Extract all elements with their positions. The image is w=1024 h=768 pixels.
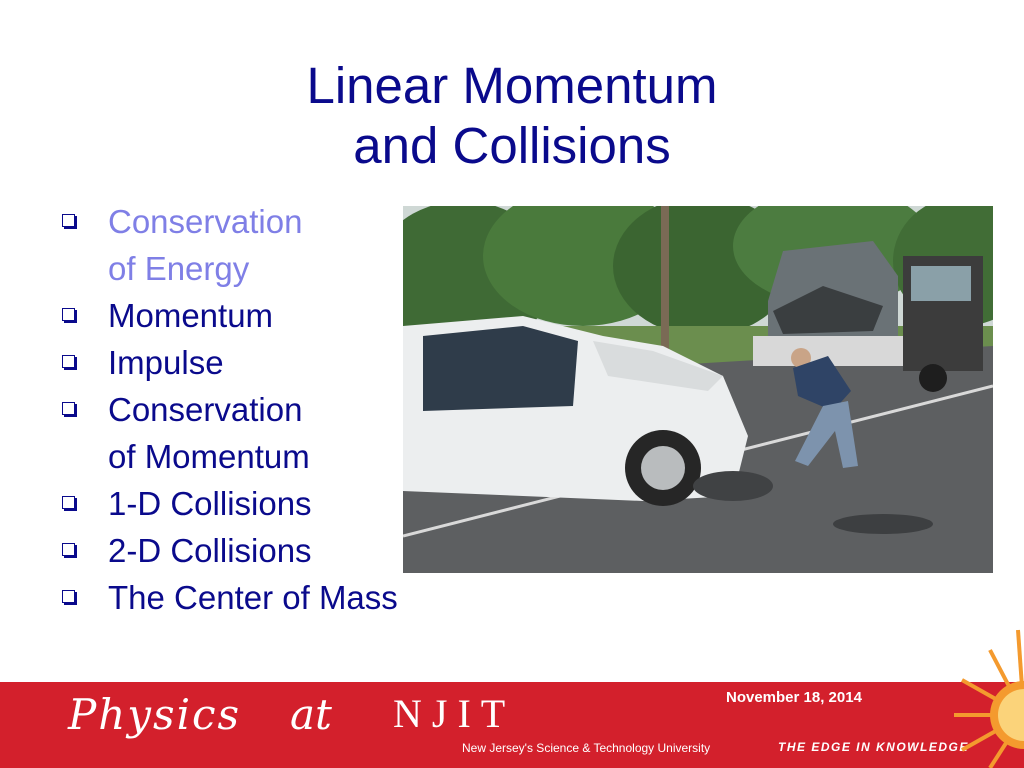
- edge-in-knowledge-tagline: THE EDGE IN KNOWLEDGE: [778, 740, 969, 754]
- title-line-2: and Collisions: [353, 117, 671, 174]
- bullet-list: [60, 198, 398, 621]
- sun-icon: [950, 620, 1024, 768]
- bullet-item: Conservation of Momentum: [60, 386, 398, 480]
- bullet-item: Momentum: [60, 292, 398, 339]
- bullet-item: 1-D Collisions: [60, 480, 398, 527]
- at-text: at: [290, 690, 332, 739]
- checkbox-bullet-icon: [62, 590, 75, 603]
- bullet-item: The Center of Mass: [60, 574, 398, 621]
- physics-logo-text: Physics: [68, 690, 242, 739]
- bullet-item: 2-D Collisions: [60, 527, 398, 574]
- car-crash-photo: [403, 206, 993, 573]
- checkbox-bullet-icon: [62, 355, 75, 368]
- bullet-item: Conservation of Energy: [60, 198, 398, 292]
- checkbox-bullet-icon: [62, 496, 75, 509]
- checkbox-bullet-icon: [62, 308, 75, 321]
- njit-tagline: New Jersey's Science & Technology University: [462, 741, 711, 755]
- checkbox-bullet-icon: [62, 402, 75, 415]
- checkbox-bullet-icon: [62, 543, 75, 556]
- slide-title: [0, 56, 1024, 176]
- slide-date: November 18, 2014: [726, 689, 862, 706]
- title-line-1: Linear Momentum: [306, 57, 718, 114]
- njit-logo-text: NJIT: [393, 691, 516, 736]
- checkbox-bullet-icon: [62, 214, 75, 227]
- bullet-item: Impulse: [60, 339, 398, 386]
